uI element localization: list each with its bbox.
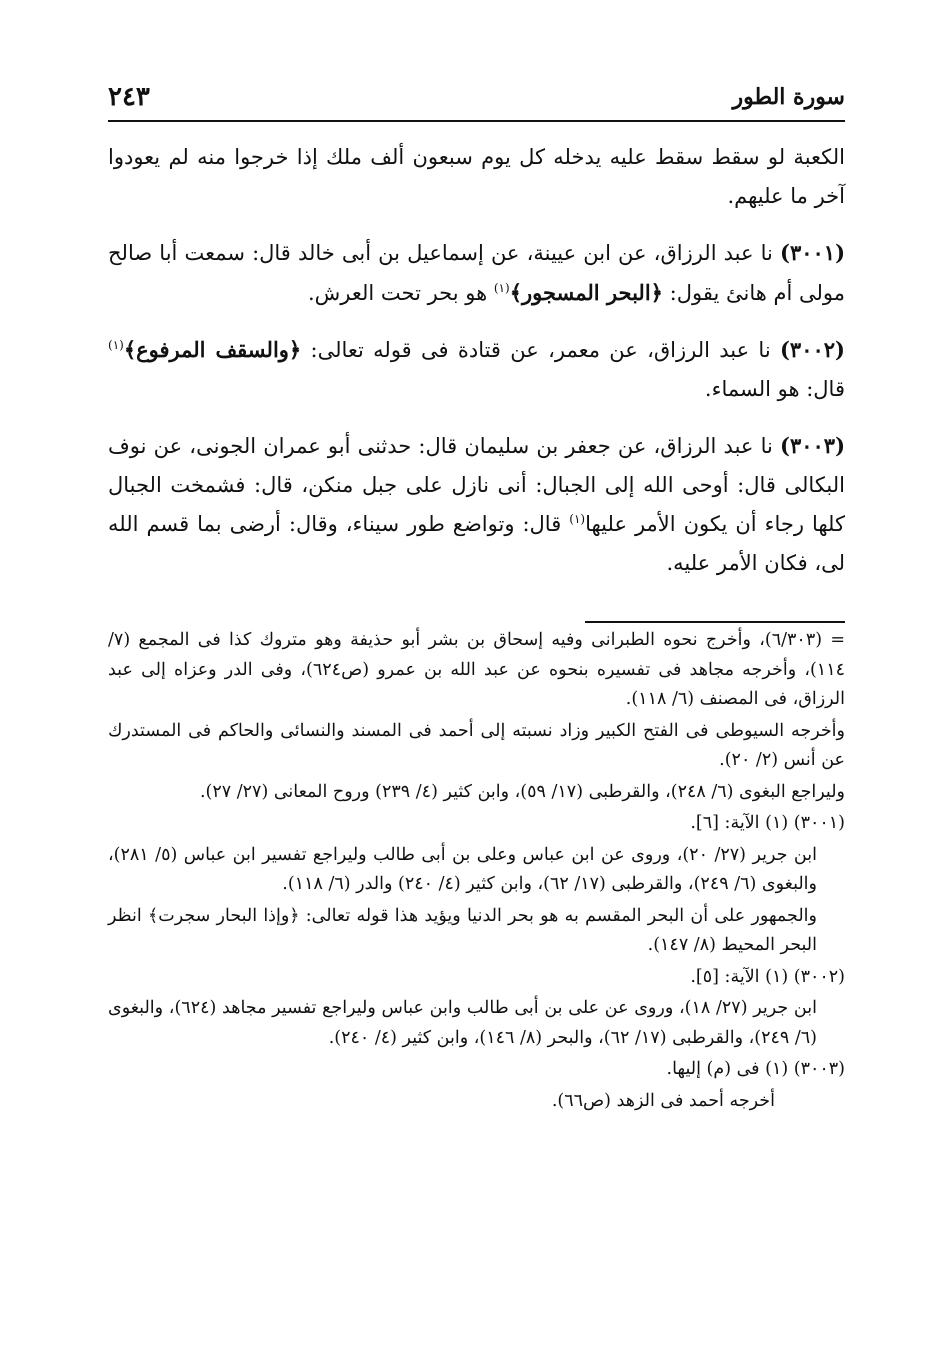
main-text xyxy=(108,138,845,600)
hadith-text: قال: هو السماء. xyxy=(704,377,845,401)
footnote: وأخرجه السيوطى فى الفتح الكبير وزاد نسبته إلى أحمد فى المسند والنسائى والحاكم فى المستدرك عن أنس (٢/ ٢٠). xyxy=(108,720,845,770)
hadith-number: (٣٠٠١) xyxy=(780,240,845,265)
hadith-text: قال: وتواضع طور سيناء، وقال: أرضى بما قسم الله لى، فكان الأمر عليه. xyxy=(108,512,845,575)
page-number: ٢٤٣ xyxy=(108,82,150,112)
hadith-3002 xyxy=(108,330,845,409)
paragraph-continuation: الكعبة لو سقط سقط عليه يدخله كل يوم سبعون ألف ملك إذا خرجوا منه لم يعودوا آخر ما عليهم. xyxy=(108,145,845,208)
footnote: أخرجه أحمد فى الزهد (ص٦٦). xyxy=(551,1090,775,1111)
footnote: ابن جرير (٢٧/ ١٨)، وروى عن على بن أبى طالب وابن عباس وليراجع تفسير مجاهد (٦٢٤)، والبغوى (٦/ ٢٤٩)، والقرطبى (١٧/ ٦٢)، والبحر (٨/ ١٤٦)، وابن كثير (٤/ ٢٤٠). xyxy=(108,998,817,1048)
hadith-3003 xyxy=(108,426,845,583)
footnote-separator xyxy=(585,621,845,623)
hadith-text: هو بحر تحت العرش. xyxy=(307,281,494,305)
footnote-label: (٣٠٠١) (١) الآية: [٦]. xyxy=(690,813,845,833)
hadith-text: نا عبد الرزاق، عن معمر، عن قتادة فى قوله تعالى: xyxy=(301,338,780,362)
footnotes xyxy=(108,626,845,1118)
footnote-ref: (١) xyxy=(108,338,124,352)
footnote-ref: (١) xyxy=(569,512,586,526)
hadith-3001 xyxy=(108,233,845,313)
footnote-label: (٣٠٠٣) (١) فى (م) إليها. xyxy=(666,1059,845,1079)
footnote-label: (٣٠٠٢) (١) الآية: [٥]. xyxy=(690,966,845,987)
quran-quote: ﴿والسقف المرفوع﴾ xyxy=(123,337,302,362)
footnote-ref: (١) xyxy=(493,281,510,295)
footnote: = (٦/٣٠٣)، وأخرج نحوه الطبرانى وفيه إسحاق بن بشر أبو حذيفة وهو متروك كذا فى المجمع (٧/ ١١٤)، وأخرجه مجاهد فى تفسيره بنحوه عن عبد الله بن عمرو (ص٦٢٤)، وفى الدر وعزاه إلى عبد الرزاق، فى المصنف (٦/ ١١٨). xyxy=(108,630,845,709)
footnote: والجمهور على أن البحر المقسم به هو بحر الدنيا ويؤيد هذا قوله تعالى: ﴿وإذا البحار سجرت﴾ انظر البحر المحيط (٨/ ١٤٧). xyxy=(108,905,817,955)
hadith-text: نا عبد الرزاق، عن جعفر بن سليمان قال: حدثنى أبو عمران الجونى، عن نوف البكالى قال: أوحى الله إلى الجبال: أنى نازل على جبل منكن، قال: فشمخت الجبال كلها رجاء أن يكون الأمر عليها xyxy=(108,434,845,536)
page-header xyxy=(108,80,845,122)
footnote: ابن جرير (٢٧/ ٢٠)، وروى عن ابن عباس وعلى بن أبى طالب وليراجع تفسير ابن عباس (٥/ ٢٨١)، والبغوى (٦/ ٢٤٩)، والقرطبى (١٧/ ٦٢)، وابن كثير (٤/ ٢٤٠) والدر (٦/ ١١٨). xyxy=(108,844,817,894)
footnote: وليراجع البغوى (٦/ ٢٤٨)، والقرطبى (١٧/ ٥٩)، وابن كثير (٤/ ٢٣٩) وروح المعانى (٢٧/ ٢٧). xyxy=(199,781,845,802)
surah-title: سورة الطور xyxy=(732,84,845,110)
hadith-text: نا عبد الرزاق، عن ابن عيينة، عن إسماعيل بن أبى خالد قال: سمعت أبا صالح مولى أم هانئ يقول: xyxy=(108,241,845,305)
hadith-number: (٣٠٠٢) xyxy=(779,337,845,362)
hadith-number: (٣٠٠٣) xyxy=(780,433,845,458)
quran-quote: ﴿البحر المسجور﴾ xyxy=(509,280,663,305)
